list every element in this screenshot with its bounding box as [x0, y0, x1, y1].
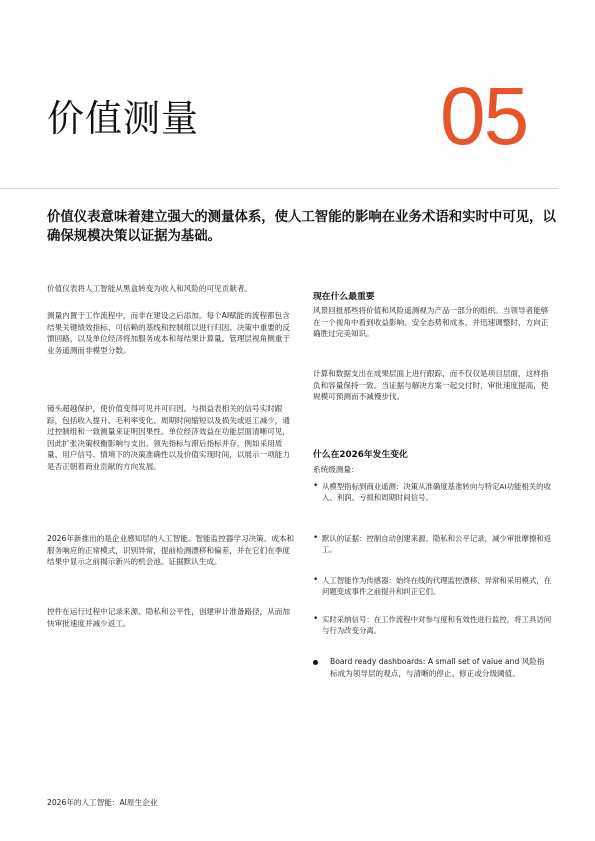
page-footer: 2026年的人工智能：AI原生企业 [47, 798, 158, 807]
page-title: 价值测量 [47, 97, 199, 140]
right-paragraph-2: 计算和数据支出在成果层面上进行跟踪，而不仅仅是项目层面，这样指负和容量保持一致。当证据与解决方案一起交付时，审批速度提高，使规模可预测而不减慢步伐。 [313, 369, 549, 402]
divider-line [0, 188, 558, 189]
left-paragraph-1: 价值仪表将人工智能从黑盒转变为收入和风险的可见贡献者。 [47, 284, 253, 293]
chapter-number: 05 [440, 71, 528, 162]
left-paragraph-2: 测量内置于工作流程中，而非在建设之后添加。每个AI赋能的流程都包含结果关键绩效指标、可信赖的基线和控制组以进行归因、决策中重要的反馈回路，以及单位经济将加服务成本和每结果计算量。管理层视角侧重于业务遥测而非模型分数。 [47, 311, 290, 355]
bullet-item: • 人工智能作为传感器：始终在线的代理监控漂移、异常和采用模式，在问题变成事件之前提升和纠正它们。 [322, 575, 554, 598]
measurement-intro: 系统级测量： [313, 465, 359, 474]
section-heading-2026: 什么在2026年发生变化 [313, 450, 408, 460]
left-paragraph-5: 控件在运行过程中记录来源、隐私和公平性，创建审计准备路径，从而加快审批速度并减少返工。 [47, 607, 290, 628]
bullet-item-dashboards: Board ready dashboards: A small set of value and 风险指标成为领导层的观点，与清晰的停止、修正或分级阈值。 [330, 657, 545, 678]
bullet-item: • 从模型指标到商业遥测：决策从准确度基准转向与特定AI功能相关的收入、利润、亏损和周期时间信号。 [322, 481, 554, 504]
bullet-dot [313, 660, 318, 665]
left-paragraph-3: 镜头超越保护，使价值变得可见并可归因。与损益表相关的信号实时跟踪，包括收入提升、毛利率变化、周期时间缩短以及损失或返工减少，通过控制组和一致测量来证明因果性。单位经济效益在功能层面清晰可见，因此扩张决策权衡影响与支出。领先指标与滞后指标并存，例如采用质量、用户信号、情境下的决策准确性以及价值实现时间，以展示一项能力是否正朝着商业贡献的方向发展。 [47, 404, 290, 471]
headline: 价值仪表意味着建立强大的测量体系，使人工智能的影响在业务术语和实时中可见，以确保规模决策以证据为基础。 [47, 210, 556, 244]
bullet-item: • 默认的证据：控制自动创建来源、隐私和公平记录，减少审批摩擦和返工。 [322, 533, 554, 556]
left-paragraph-4: 2026年新推出的是企业感知层的人工智能。智能监控器学习决策、成本和服务响应的正常模式，识别异常，提前检测漂移和偏差，并在它们在季度结果中显示之前揭示新兴的机会池。证据默认生成。 [47, 534, 295, 567]
right-paragraph-1: 风景回报那些将价值和风险遥测视为产品一部分的组织。当领导者能够在一个视角中看到收益影响、安全态势和成本，并迅速调整时，方向正确胜过完美知识。 [313, 306, 549, 339]
bullet-item: • 实时采纳信号：在工作流程中对参与度和有效性进行监控，将工具访问与行为改变分离。 [322, 614, 554, 637]
section-heading-now: 现在什么最重要 [313, 292, 375, 302]
